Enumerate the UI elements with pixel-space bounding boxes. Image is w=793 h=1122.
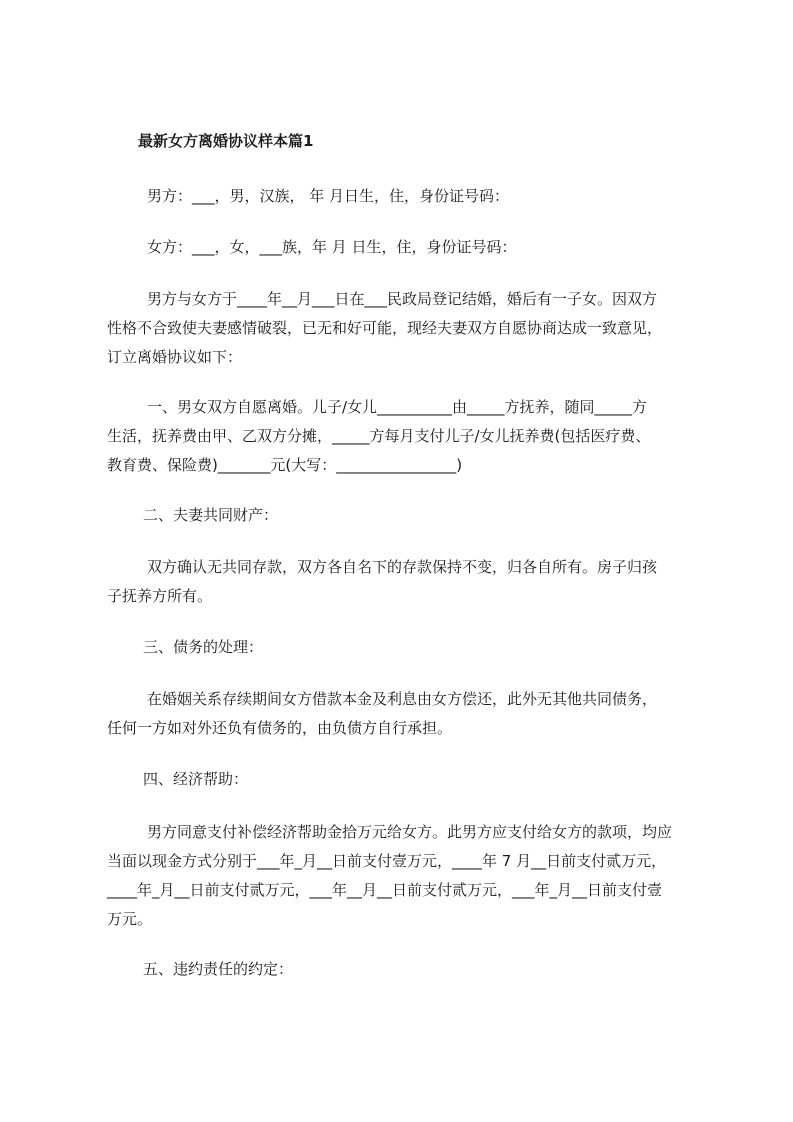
paragraph-line: 子抚养方所有。 [107,587,213,605]
paragraph-line: 男方：___，男，汉族， 年 月日生，住，身份证号码： [147,187,510,205]
paragraph-line: 万元。 [107,910,153,928]
document-title: 最新女方离婚协议样本篇1 [138,132,314,150]
paragraph-line: 二、夫妻共同财产： [143,506,279,524]
paragraph-clause-3-debt [107,685,697,743]
paragraph-line: 教育费、保险费)_______元(大写：________________) [107,456,463,474]
paragraph-female-party [107,233,697,262]
heading-clause-3-debt [107,633,697,662]
paragraph-line: ____年_月__日前支付贰万元，___年__月__日前支付贰万元，___年_月__日前支付壹 [107,881,663,899]
paragraph-line: 性格不合致使夫妻感情破裂，已无和好可能，现经夫妻双方自愿协商达成一致意见， [107,319,663,337]
paragraph-clause-1-custody [107,393,697,480]
paragraph-male-party [107,182,697,211]
paragraph-line: 当面以现金方式分别于___年_月__日前支付壹万元，____年 7 月__日前支付贰万元， [107,852,667,870]
paragraph-line: 五、违约责任的约定： [143,960,294,978]
paragraph-line: 一、男女双方自愿离婚。儿子/女儿__________由_____方抚养，随同_____方 [147,398,648,416]
paragraph-line: 生活，抚养费由甲、乙双方分摊，_____方每月支付儿子/女儿抚养费(包括医疗费、 [107,427,651,445]
paragraph-line: 双方确认无共同存款，双方各自名下的存款保持不变，归各自所有。房子归孩 [147,558,658,576]
paragraph-line: 男方同意支付补偿经济帮助金拾万元给女方。此男方应支付给女方的款项，均应 [147,823,673,841]
paragraph-line: 在婚姻关系存续期间女方借款本金及利息由女方偿还，此外无其他共同债务， [147,690,658,708]
paragraph-line: 订立离婚协议如下： [107,348,243,366]
paragraph-clause-2-property [107,553,697,611]
paragraph-line: 四、经济帮助： [143,770,249,788]
paragraph-line: 任何一方如对外还负有债务的，由负债方自行承担。 [107,719,453,737]
paragraph-line: 女方：___，女，___族，年 月 日生，住，身份证号码： [147,238,517,256]
paragraph-line: 三、债务的处理： [143,638,264,656]
heading-clause-2-property [107,501,697,530]
paragraph-line: 男方与女方于____年__月___日在___民政局登记结婚，婚后有一子女。因双方 [147,290,658,308]
heading-clause-5-liability [107,955,697,984]
paragraph-clause-4-financial-aid [107,818,697,934]
paragraph-marriage-intro [107,285,697,372]
heading-clause-4-financial-aid [107,765,697,794]
